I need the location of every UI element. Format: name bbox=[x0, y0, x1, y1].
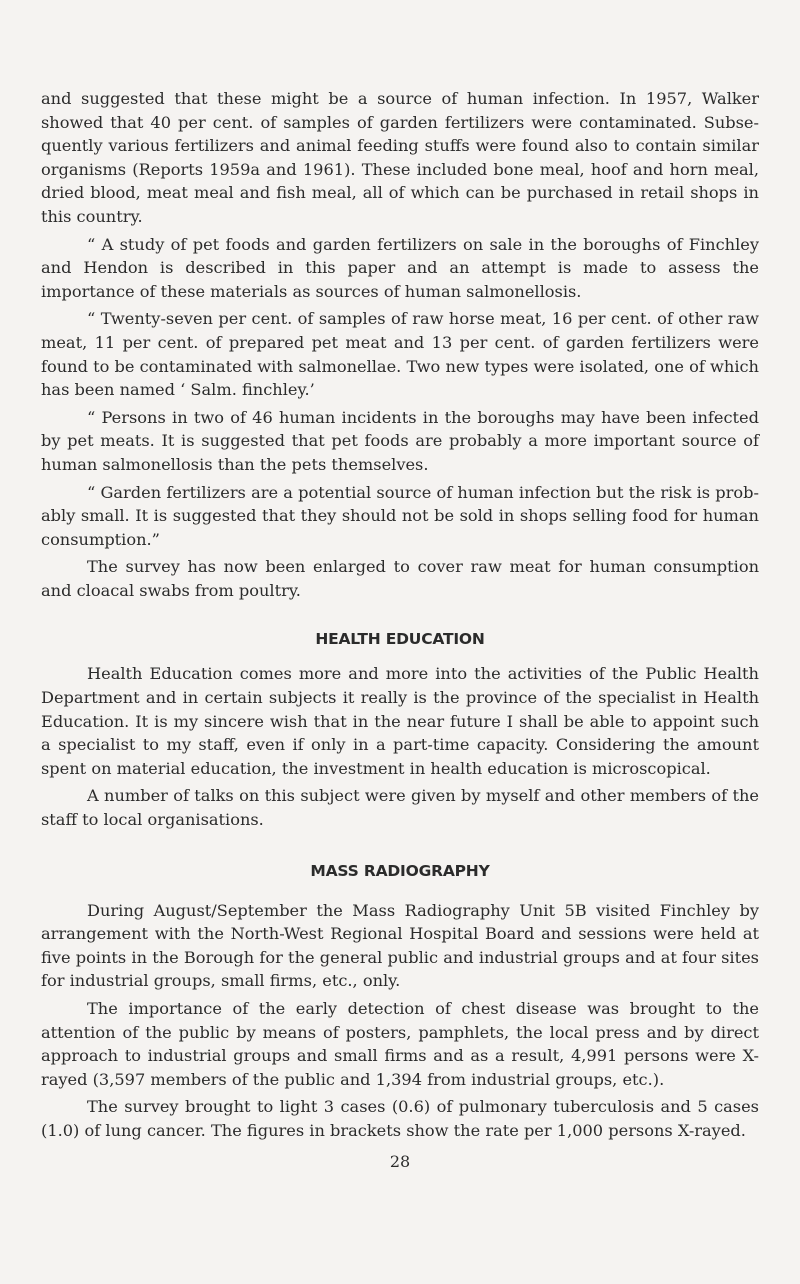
intro-quote-paragraph-4: “ Garden fertilizers are a potential source of human infection but the risk is probably small. It is suggested that they should not be sold in shops selling food for human consumption.” bbox=[41, 482, 759, 549]
page-number: 28 bbox=[389, 1152, 411, 1171]
mass-radiography-paragraph-1: During August/September the Mass Radiography Unit 5B visited Finchley by arrangement with the North-West Regional Hospital Board and sessions were held at five points in the Borough for the general public and industrial groups and at four sites for industrial groups, small firms, etc., only. bbox=[41, 900, 759, 991]
health-education-paragraph-1: Health Education comes more and more into the activities of the Public Health Department and in certain subjects it really is the province of the specialist in Health Education. It is my sincere wish that in the near future I shall be able to appoint such a specialist to my staff, even if only in a part-time capacity. Considering the amount spent on material education, the investment in health education is microscopical. bbox=[41, 664, 759, 778]
health-education-paragraph-2: A number of talks on this subject were given by myself and other members of the staff to local organisations. bbox=[41, 786, 759, 830]
mass-radiography-paragraph-2: The importance of the early detection of chest disease was brought to the attention of the public by means of posters, pamphlets, the local press and by direct approach to industrial groups and small firms and as a result, 4,991 persons were X-rayed (3,597 members of the public and 1,394 from industrial groups, etc.). bbox=[41, 999, 759, 1089]
mass-radiography-paragraph-3: The survey brought to light 3 cases (0.6) of pulmonary tuberculosis and 5 cases (1.0) of lung cancer. The figures in brackets show the rate per 1,000 persons X-rayed. bbox=[41, 1097, 759, 1140]
intro-paragraph-1: and suggested that these might be a source of human infection. In 1957, Walker showed that 40 per cent. of samples of garden fertilizers were contaminated. Subsequently various fertilizers and animal feeding stuffs were found also to contain similar organisms (Reports 1959a and 1961). These included bone meal, hoof and horn meal, dried blood, meat meal and fish meal, all of which can be purchased in retail shops in this country. bbox=[41, 89, 759, 226]
intro-quote-paragraph-1: “ A study of pet foods and garden fertilizers on sale in the boroughs of Finchley and Hendon is described in this paper and an attempt is made to assess the importance of these materials as sources of human salmonellosis. bbox=[41, 234, 759, 301]
intro-quote-paragraph-3: “ Persons in two of 46 human incidents in the boroughs may have been infected by pet meats. It is suggested that pet foods are probably a more important source of human salmonellosis than the pets themselves. bbox=[41, 407, 759, 474]
section-heading-health-education: HEALTH EDUCATION bbox=[315, 630, 485, 649]
intro-quote-paragraph-2: “ Twenty-seven per cent. of samples of raw horse meat, 16 per cent. of other raw meat, 11 per cent. of prepared pet meat and 13 per cent. of garden fertilizers were found to be contaminated with salmonellae. Two new types were isolated, one of which has been named ‘ Salm. finchley.’ bbox=[41, 309, 759, 400]
section-heading-mass-radiography: MASS RADIOGRAPHY bbox=[310, 861, 490, 880]
intro-paragraph-survey: The survey has now been enlarged to cover raw meat for human consumption and cloacal swabs from poultry. bbox=[41, 557, 759, 600]
